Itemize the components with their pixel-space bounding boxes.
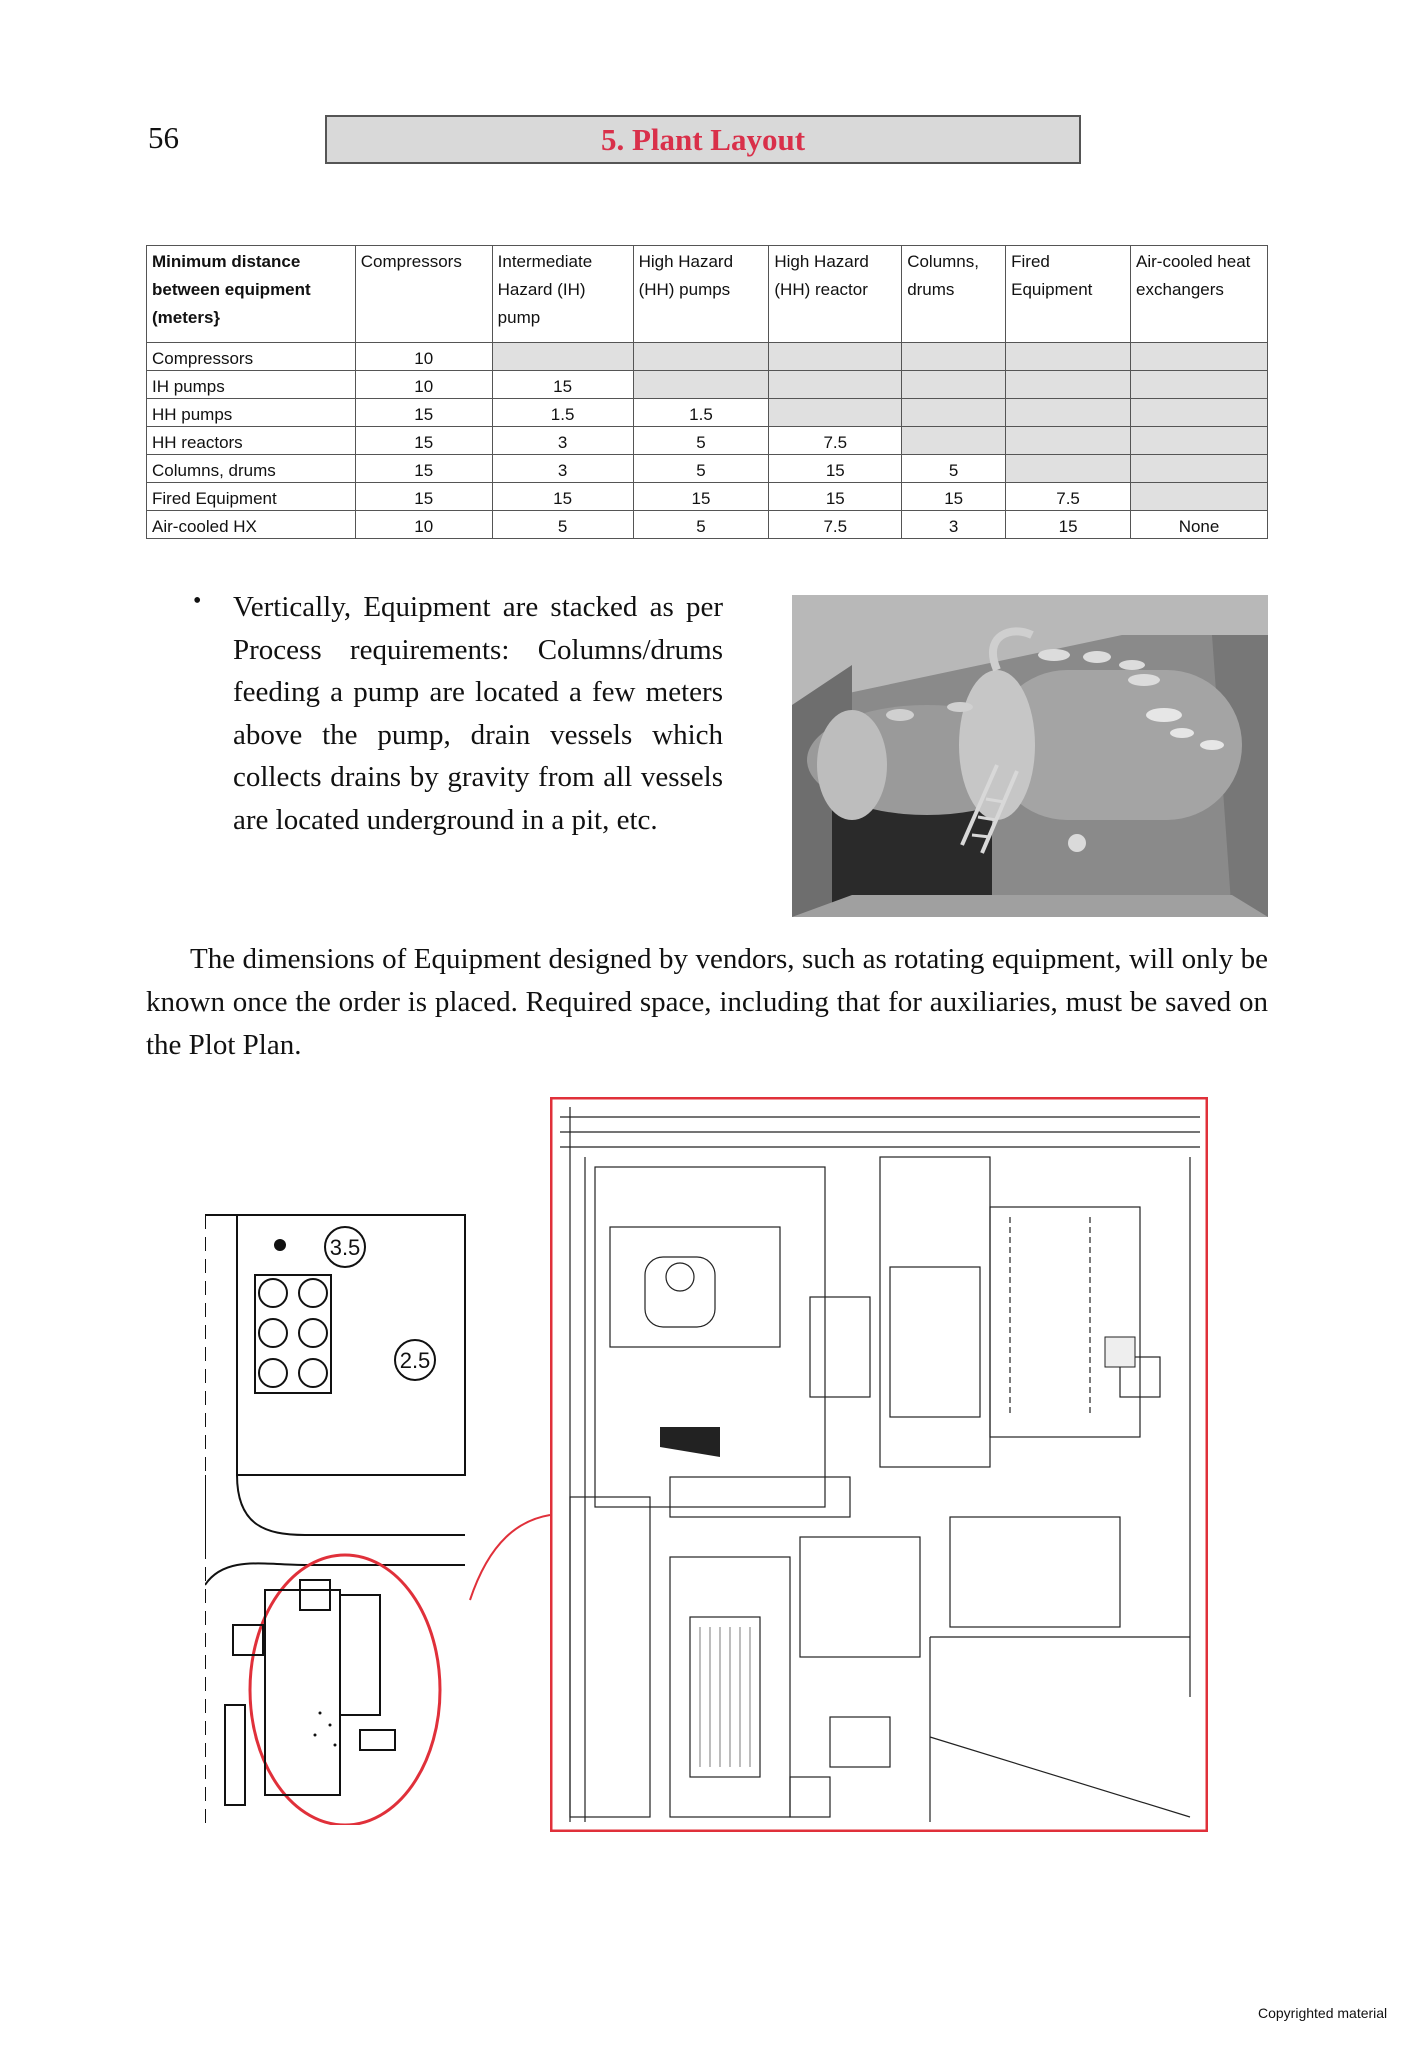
- table-cell: [1131, 455, 1268, 483]
- table-cell: [1006, 371, 1131, 399]
- table-row: [147, 343, 1268, 371]
- table-cell: [1131, 371, 1268, 399]
- table-cell: None: [1131, 511, 1268, 539]
- table-cell: 7.5: [769, 427, 902, 455]
- table-cell: 15: [902, 483, 1006, 511]
- table-row: [147, 399, 1268, 427]
- table-cell: 5: [492, 511, 633, 539]
- row-label: Air-cooled HX: [147, 511, 356, 539]
- table-cell: [633, 343, 769, 371]
- table-cell: [1006, 427, 1131, 455]
- table-cell: [769, 371, 902, 399]
- table-cell: 3: [492, 455, 633, 483]
- table-cell: 15: [492, 371, 633, 399]
- vessel-photo: [792, 595, 1268, 917]
- table-cell: 15: [355, 427, 492, 455]
- table-cell: [902, 343, 1006, 371]
- bullet-symbol: •: [193, 588, 202, 614]
- table-header-row: [147, 246, 1268, 343]
- table-cell: 10: [355, 343, 492, 371]
- table-cell: 15: [355, 455, 492, 483]
- table-cell: 15: [355, 483, 492, 511]
- plot-plan-drawing: [550, 1097, 1208, 1832]
- body-paragraph: The dimensions of Equipment designed by vendors, such as rotating equipment, will only be known once the order is placed. Required space, including that for auxiliaries, must be saved on the Plot Plan.: [146, 943, 1268, 1061]
- table-header: Compressors: [355, 246, 492, 343]
- table-cell: [492, 343, 633, 371]
- table-cell: 5: [633, 455, 769, 483]
- distance-table: [146, 245, 1268, 539]
- table-row: [147, 371, 1268, 399]
- table-cell: [1131, 399, 1268, 427]
- table-cell: 5: [633, 511, 769, 539]
- row-label: Fired Equipment: [147, 483, 356, 511]
- marker-2-5: 2.5: [399, 1348, 431, 1373]
- table-cell: [1006, 399, 1131, 427]
- table-cell: 1.5: [633, 399, 769, 427]
- table-header: Fired Equipment: [1006, 246, 1131, 343]
- row-label: HH reactors: [147, 427, 356, 455]
- row-label: Columns, drums: [147, 455, 356, 483]
- table-cell: 5: [633, 427, 769, 455]
- table-cell: [1006, 455, 1131, 483]
- chapter-title: 5. Plant Layout: [600, 122, 806, 157]
- table-cell: [1131, 343, 1268, 371]
- table-cell: 15: [633, 483, 769, 511]
- page-number: 56: [148, 120, 179, 155]
- table-cell: 10: [355, 371, 492, 399]
- table-header: High Hazard (HH) pumps: [633, 246, 769, 343]
- table-cell: 7.5: [1006, 483, 1131, 511]
- table-header: Columns, drums: [902, 246, 1006, 343]
- table-cell: [902, 399, 1006, 427]
- table-cell: 15: [769, 455, 902, 483]
- row-label: IH pumps: [147, 371, 356, 399]
- cooler-fans: [255, 1275, 331, 1393]
- row-label: Compressors: [147, 343, 356, 371]
- bullet-text: Vertically, Equipment are stacked as per Process requirements: Columns/drums feeding a pump are located a few meters above the pump, drain vessels which collects drains by gravity from all vessels are located underground in a pit, etc.: [233, 591, 723, 836]
- chapter-header: [325, 115, 1081, 164]
- table-cell: 3: [492, 427, 633, 455]
- row-label: HH pumps: [147, 399, 356, 427]
- table-cell: [769, 399, 902, 427]
- table-cell: [1131, 483, 1268, 511]
- table-cell: 1.5: [492, 399, 633, 427]
- table-cell: [902, 427, 1006, 455]
- table-cell: 15: [1006, 511, 1131, 539]
- table-cell: 5: [902, 455, 1006, 483]
- table-cell: 10: [355, 511, 492, 539]
- marker-3-5: 3.5: [329, 1235, 361, 1260]
- table-cell: [1131, 427, 1268, 455]
- table-cell: [1006, 343, 1131, 371]
- layout-detail-drawing: [205, 1205, 495, 1825]
- table-header: High Hazard (HH) reactor: [769, 246, 902, 343]
- table-cell: 15: [355, 399, 492, 427]
- table-row: [147, 427, 1268, 455]
- table-header: Air-cooled heat exchangers: [1131, 246, 1268, 343]
- table-header: Minimum distance between equipment (meters}: [147, 246, 356, 343]
- table-cell: [769, 343, 902, 371]
- table-cell: 7.5: [769, 511, 902, 539]
- table-cell: 15: [769, 483, 902, 511]
- table-cell: 3: [902, 511, 1006, 539]
- table-cell: 15: [492, 483, 633, 511]
- table-cell: [902, 371, 1006, 399]
- table-header: Intermediate Hazard (IH) pump: [492, 246, 633, 343]
- table-row: [147, 511, 1268, 539]
- table-row: [147, 455, 1268, 483]
- copyright-notice: Copyrighted material: [1258, 2005, 1388, 2021]
- table-cell: [633, 371, 769, 399]
- table-row: [147, 483, 1268, 511]
